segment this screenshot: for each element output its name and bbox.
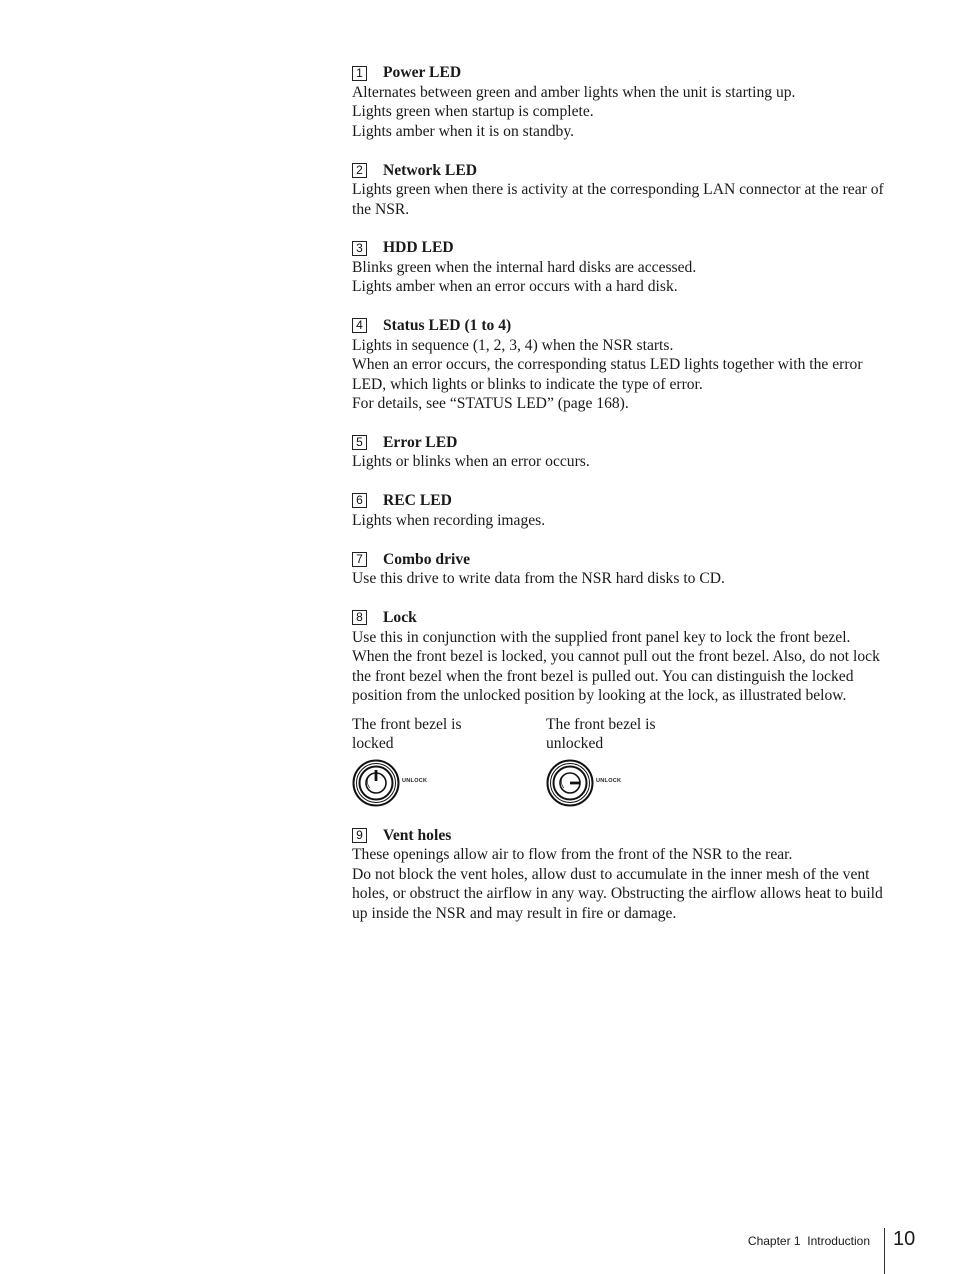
item-line: Alternates between green and amber lights when the unit is starting up.: [352, 84, 796, 101]
item-line: Lights amber when an error occurs with a hard disk.: [352, 278, 678, 296]
item-number: 5: [352, 435, 367, 450]
caption-line: locked: [352, 735, 394, 753]
item-number: 3: [352, 241, 367, 256]
item-line: These openings allow air to flow from the front of the NSR to the rear.: [352, 846, 793, 864]
page-footer: [700, 1228, 920, 1274]
lock-unlocked-icon: [546, 759, 594, 807]
item-title: Network LED: [383, 161, 477, 179]
item-number: 2: [352, 163, 367, 178]
item-number: 6: [352, 493, 367, 508]
item-title: Lock: [383, 608, 417, 626]
item-vent-holes: [352, 825, 884, 923]
item-power-led: [352, 63, 884, 141]
lock-figures: [352, 715, 884, 807]
dial-label: UNLOCK: [402, 777, 428, 784]
item-number: 7: [352, 552, 367, 567]
lock-locked-icon: [352, 759, 400, 807]
main-content: [352, 63, 884, 942]
item-combo-drive: [352, 549, 884, 588]
dial-label: UNLOCK: [596, 777, 622, 784]
item-error-led: [352, 432, 884, 471]
item-line: Lights or blinks when an error occurs.: [352, 453, 590, 471]
item-title: Combo drive: [383, 550, 471, 568]
item-number: 1: [352, 66, 367, 81]
item-number: 9: [352, 828, 367, 843]
item-title: Power LED: [383, 64, 462, 82]
item-title: Status LED (1 to 4): [383, 317, 512, 335]
item-title: HDD LED: [383, 239, 454, 257]
caption-line: unlocked: [546, 735, 604, 753]
footer-chapter: [748, 1234, 870, 1248]
item-line: Lights green when there is activity at the corresponding LAN connector at the rear of the NSR.: [352, 181, 884, 218]
item-lock: [352, 608, 884, 706]
lock-figure-unlocked: [546, 715, 740, 807]
item-line: Lights in sequence (1, 2, 3, 4) when the NSR starts.: [352, 336, 674, 354]
item-status-led: [352, 316, 884, 414]
item-number: 8: [352, 610, 367, 625]
item-line: When an error occurs, the corresponding status LED lights together with the error LED, which lights or blinks to indicate the type of error.: [352, 356, 863, 393]
item-network-led: [352, 160, 884, 219]
item-hdd-led: [352, 238, 884, 297]
item-title: Error LED: [383, 433, 458, 451]
item-line: Use this drive to write data from the NSR hard disks to CD.: [352, 570, 725, 588]
caption-line: The front bezel is: [546, 716, 656, 734]
item-number: 4: [352, 318, 367, 333]
item-line: Lights amber when it is on standby.: [352, 122, 575, 140]
item-line: Lights when recording images.: [352, 511, 546, 529]
item-title: Vent holes: [383, 826, 452, 844]
item-line: Use this in conjunction with the supplied front panel key to lock the front bezel. When the front bezel is locked, you cannot pull out the front bezel. Also, do not lock the front bezel when the front bezel is pulled out. You can distinguish the locked position from the unlocked position by looking at the lock, as illustrated below.: [352, 628, 880, 704]
lock-figure-locked: [352, 715, 546, 807]
item-rec-led: [352, 491, 884, 530]
caption-line: The front bezel is: [352, 716, 462, 734]
item-note: For details, see “STATUS LED” (page 168).: [352, 395, 629, 413]
footer-divider: [884, 1228, 885, 1274]
footer-section: Introduction: [807, 1234, 870, 1248]
item-line: Blinks green when the internal hard disks are accessed.: [352, 259, 697, 277]
footer-chapter-label: Chapter 1: [747, 1234, 801, 1248]
page-number: 10: [893, 1228, 916, 1250]
item-title: REC LED: [383, 492, 452, 510]
item-line: Lights green when startup is complete.: [352, 103, 594, 121]
item-line: Do not block the vent holes, allow dust to accumulate in the inner mesh of the vent holes, or obstruct the airflow in any way. Obstructing the airflow allows heat to build up inside the NSR and may result in fire or damage.: [352, 865, 883, 922]
